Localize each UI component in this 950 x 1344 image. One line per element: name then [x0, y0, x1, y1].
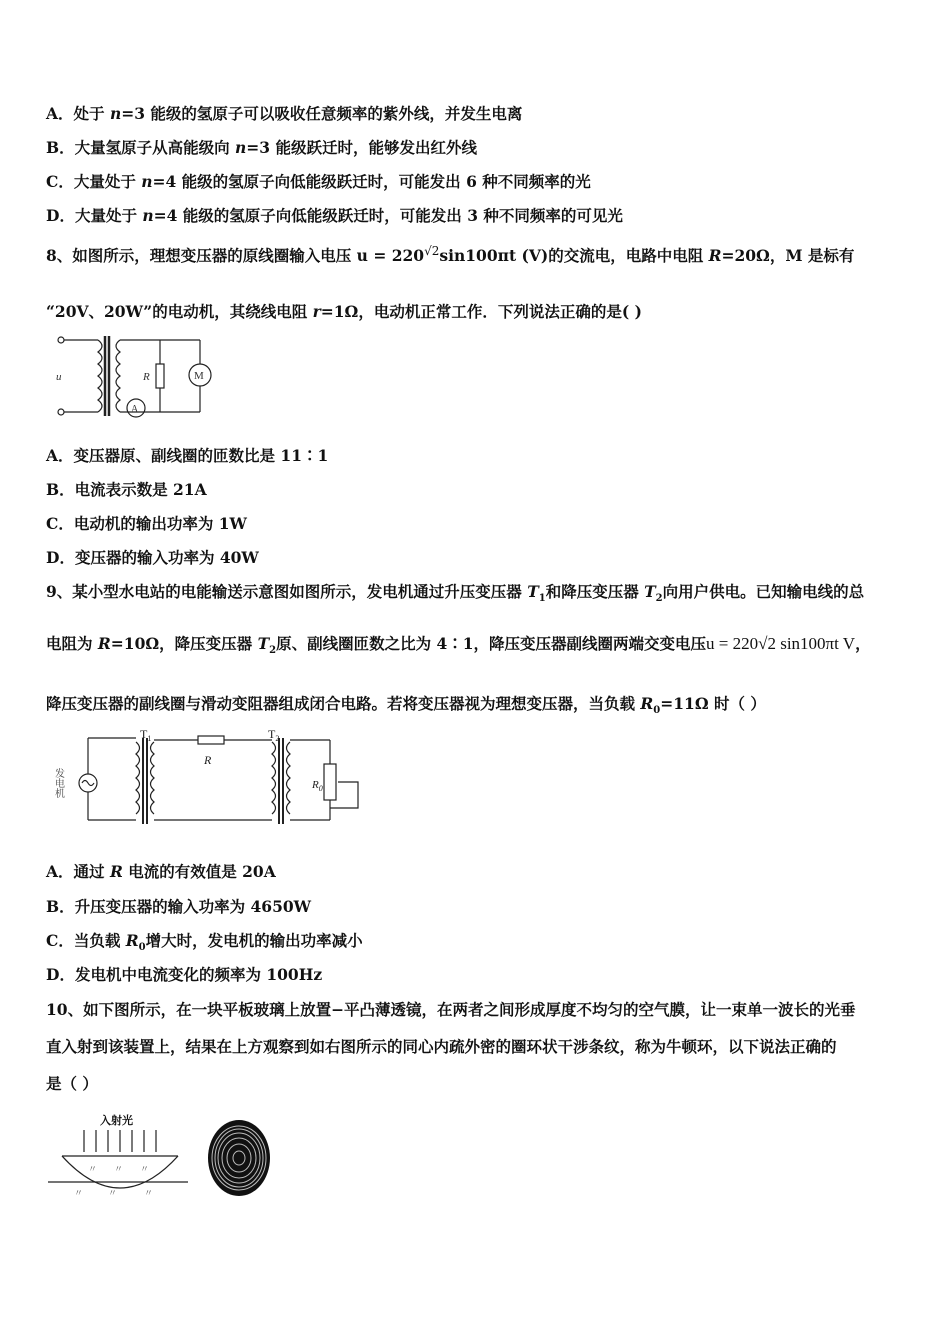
q10-stem-line2: 直入射到该装置上，结果在上方观察到如右图所示的同心内疏外密的圈环状干涉条纹，称为牛顿环，以下说法正确的: [46, 1037, 837, 1056]
q8-stem-line1: 8、如图所示，理想变压器的原线圈输入电压 $u = 220^{√2}\sin 100\pi t$ (V)的交流电，电路中电阻 R=20Ω，M 是标有: [46, 244, 855, 266]
q8-option-a: A．变压器原、副线圈的匝数比是 11∶1: [46, 446, 329, 465]
q7-option-b: B．大量氢原子从高能级向 n=3 能级跃迁时，能够发出红外线: [46, 138, 477, 157]
q9-stem-line2: 电阻为 R=10Ω，降压变压器 $T_2$原、副线圈匝数之比为 4∶1，降压变压器副线圈两端交变电压u = 220√2 sin100πt V，: [46, 634, 871, 657]
q9-stem-line1: 9、某小型水电站的电能输送示意图如图所示，发电机通过升压变压器 $T_1$和降压变压器 $T_2$向用户供电。已知输电线的总: [46, 582, 865, 605]
q8-option-b: B．电流表示数是 21A: [46, 480, 207, 499]
q9-option-c: C．当负载 $R_0$增大时，发电机的输出功率减小: [46, 931, 363, 954]
q8-fig-motor-label: M: [194, 370, 204, 382]
q9-option-d: D．发电机中电流变化的频率为 100Hz: [46, 965, 323, 984]
svg-text:〃: 〃: [108, 1189, 118, 1199]
q8-fig-r-label: R: [143, 371, 150, 383]
q8-stem-line2: “20V、20W”的电动机，其绕线电阻 r=1Ω，电动机正常工作．下列说法正确的是( ): [46, 302, 642, 321]
q10-stem-line1: 10、如下图所示，在一块平板玻璃上放置−平凸薄透镜，在两者之间形成厚度不均匀的空气膜，让一束单一波长的光垂: [46, 1000, 856, 1019]
q9-fig-generator-label: 发电机: [52, 768, 64, 798]
svg-text:〃: 〃: [144, 1189, 154, 1199]
q7-option-d: D．大量处于 n=4 能级的氢原子向低能级跃迁时，可能发出 3 种不同频率的可见光: [46, 206, 623, 225]
q9-voltage-formula: u = 220√2 sin100πt V: [706, 634, 856, 653]
q9-fig-r-label: R: [204, 753, 212, 767]
svg-text:〃: 〃: [140, 1165, 150, 1175]
q8-option-c: C．电动机的输出功率为 1W: [46, 514, 247, 533]
q10-fig-incident-light-label: 入射光: [100, 1114, 133, 1127]
q10-lens-figure: [48, 1110, 188, 1200]
q10-newton-rings-figure: [206, 1118, 274, 1198]
q9-fig-r0-label: $R_0$: [312, 779, 323, 793]
svg-text:〃: 〃: [114, 1165, 124, 1175]
q7-option-c: C．大量处于 n=4 能级的氢原子向低能级跃迁时，可能发出 6 种不同频率的光: [46, 172, 591, 191]
q9-power-transmission-figure: [52, 727, 368, 828]
q9-fig-t1-label: $T_1$: [140, 727, 152, 743]
q10-stem-line3: 是（ ）: [46, 1074, 98, 1093]
svg-text:〃: 〃: [88, 1165, 98, 1175]
q8-option-d: D．变压器的输入功率为 40W: [46, 548, 259, 567]
q9-option-b: B．升压变压器的输入功率为 4650W: [46, 897, 312, 916]
q9-stem-line3: 降压变压器的副线圈与滑动变阻器组成闭合电路。若将变压器视为理想变压器，当负载 $R_0=11\Omega$ 时（ ）: [46, 694, 766, 717]
q8-fig-ammeter-label: A: [131, 404, 139, 415]
q9-fig-t2-label: $T_2$: [268, 727, 280, 743]
q9-option-a: A．通过 R 电流的有效值是 20A: [46, 862, 276, 881]
q8-circuit-figure: [48, 334, 228, 420]
svg-text:〃: 〃: [74, 1189, 84, 1199]
q7-option-a: A．处于 n=3 能级的氢原子可以吸收任意频率的紫外线，并发生电离: [46, 104, 523, 123]
q8-fig-u-label: u: [56, 371, 62, 383]
